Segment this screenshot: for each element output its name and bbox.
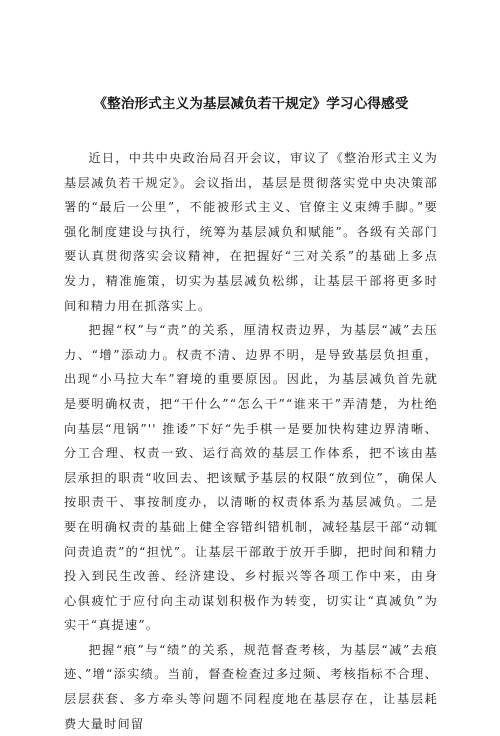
paragraph-2: 把握“权”与“责”的关系，厘清权责边界，为基层“减”去压力、“增”添动力。权责不清、边界不明，是导致基层负担重，出现“小马拉大车”窘境的重要原因。因此，为基层减负首先就是要明确权责，把“干什么”“怎么干”“谁来干”弄清楚，为杜绝向基层“甩锅”'' 推诿”下好“先手棋一是要加快构建边界清晰、分工合理、权责一致、运行高效的基层工作体系，把不该由基层承担的职责“收回去、把该赋予基层的权限“放到位”，确保人按职责干、事按制度办，以清晰的权责体系为基层减负。二是要在明确权责的基础上健全容错纠错机制，减轻基层干部“动辄问责追责”的“担忧”。让基层干部敢于放开手脚，把时间和精力投入到民生改善、经济建设、乡村振兴等各项工作中来，由身心俱疲忙于应付向主动谋划积极作为转变，切实让“真减负”为实干“真提速”。 xyxy=(64,323,438,633)
document-title: 《整治形式主义为基层减负若干规定》学习心得感受 xyxy=(93,96,409,112)
paragraph-1: 近日，中共中央政治局召开会议，审议了《整治形式主义为基层减负若干规定》。会议指出，基层是贯彻落实党中央决策部署的“最后一公里”，不能被形式主义、官僚主义束缚手脚。”要强化制度建设与执行，统筹为基层减负和赋能”。各级有关部门要认真贯彻落实会议精神，在把握好“三对关系”的基础上多点发力，精准施策，切实为基层减负松绑，让基层干部将更多时间和精力用在抓落实上。 xyxy=(64,151,438,313)
paragraph-3: 把握“痕”与“绩”的关系，规范督查考核，为基层“减”去痕迹、”增“添实绩。当前，督查检查过多过频、考核指标不合理、层层获套、多方牵头等问题不同程度地在基层存在，让基层耗费大量时间留 xyxy=(64,642,438,731)
